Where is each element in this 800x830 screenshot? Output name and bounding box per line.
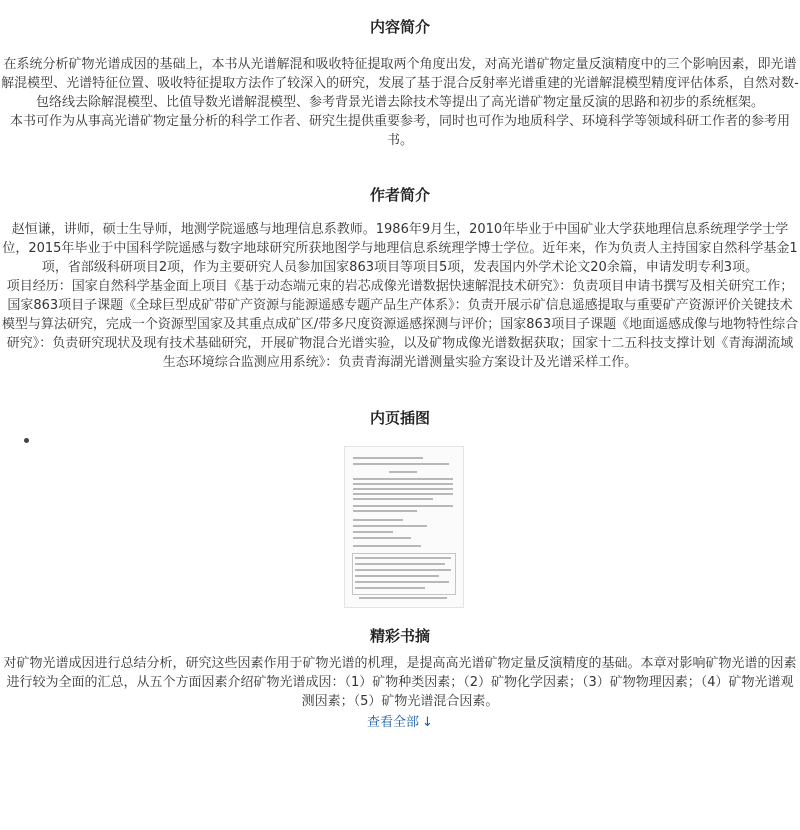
illustration-section <box>0 408 800 616</box>
illustration-title: 内页插图 <box>369 409 430 427</box>
bullet-icon <box>24 438 29 443</box>
author-paragraph: 赵恒谦，讲师，硕士生导师，地测学院遥感与地理信息系教师。1986年9月生，2010年毕业于中国矿业大学获地理信息系统理学学士学位，2015年毕业于中国科学院遥感与数字地球研究所获地图学与地理信息系统理学博士学位。近年来，作为负责人主持国家自然科学基金1项，省部级科研项目2项，作为主要研究人员参加国家863项目等项目5项，发表国内外学术论文20余篇，申请发明专利3项。 <box>2 222 798 275</box>
intro-paragraph: 在系统分析矿物光谱成因的基础上，本书从光谱解混和吸收特征提取两个角度出发，对高光谱矿物定量反演精度中的三个影响因素，即光谱解混模型、光谱特征位置、吸收特征提取方法作了较深入的研究，发展了基于混合反射率光谱重建的光谱解混模型精度评估体系，自然对数-包络线去除解混模型、比值导数光谱解混模型、参考背景光谱去除技术等提出了高光谱矿物定量反演的思路和初步的系统框架。 <box>1 57 799 110</box>
intro-section <box>0 0 800 150</box>
illustration-list <box>0 436 800 616</box>
author-paragraph: 项目经历：国家自然科学基金面上项目《基于动态端元束的岩芯成像光谱数据快速解混技术研究》：负责项目申请书撰写及相关研究工作；国家863项目子课题《全球巨型成矿带矿产资源与能源遥感专题产品生产体系》：负责开展示矿信息遥感提取与重要矿产资源评价关键技术模型与算法研究，完成一个资源型国家及其重点成矿区/带多尺度资源遥感探测与评价；国家863项目子课题《地面遥感成像与地物特性综合研究》：负责研究现状及现有技术基础研究，开展矿物混合光谱实验，以及矿物成像光谱数据获取；国家十二五科技支撑计划《青海湖流域生态环境综合监测应用系统》：负责青海湖光谱测量实验方案设计及光谱采样工作。 <box>1 279 799 370</box>
arrow-down-icon[interactable]: ↓ <box>422 715 433 730</box>
excerpt-section <box>0 626 800 732</box>
author-section <box>0 185 800 372</box>
view-all-link[interactable]: 查看全部 <box>367 715 420 730</box>
page-thumbnail-image[interactable] <box>344 446 464 608</box>
excerpt-paragraph: 对矿物光谱成因进行总结分析，研究这些因素作用于矿物光谱的机理，是提高高光谱矿物定量反演精度的基础。本章对影响矿物光谱的因素进行较为全面的汇总，从五个方面因素介绍矿物光谱成因：（1）矿物种类因素；（2）矿物化学因素；（3）矿物物理因素；（4）矿物光谱观测因素；（5）矿物光谱混合因素。 <box>3 656 797 709</box>
intro-paragraph: 本书可作为从事高光谱矿物定量分析的科学工作者、研究生提供重要参考，同时也可作为地质科学、环境科学等领域科研工作者的参考用书。 <box>9 114 790 148</box>
intro-title: 内容简介 <box>369 18 430 36</box>
excerpt-title: 精彩书摘 <box>369 627 430 645</box>
view-all-row <box>0 713 800 732</box>
author-title: 作者简介 <box>369 186 430 204</box>
